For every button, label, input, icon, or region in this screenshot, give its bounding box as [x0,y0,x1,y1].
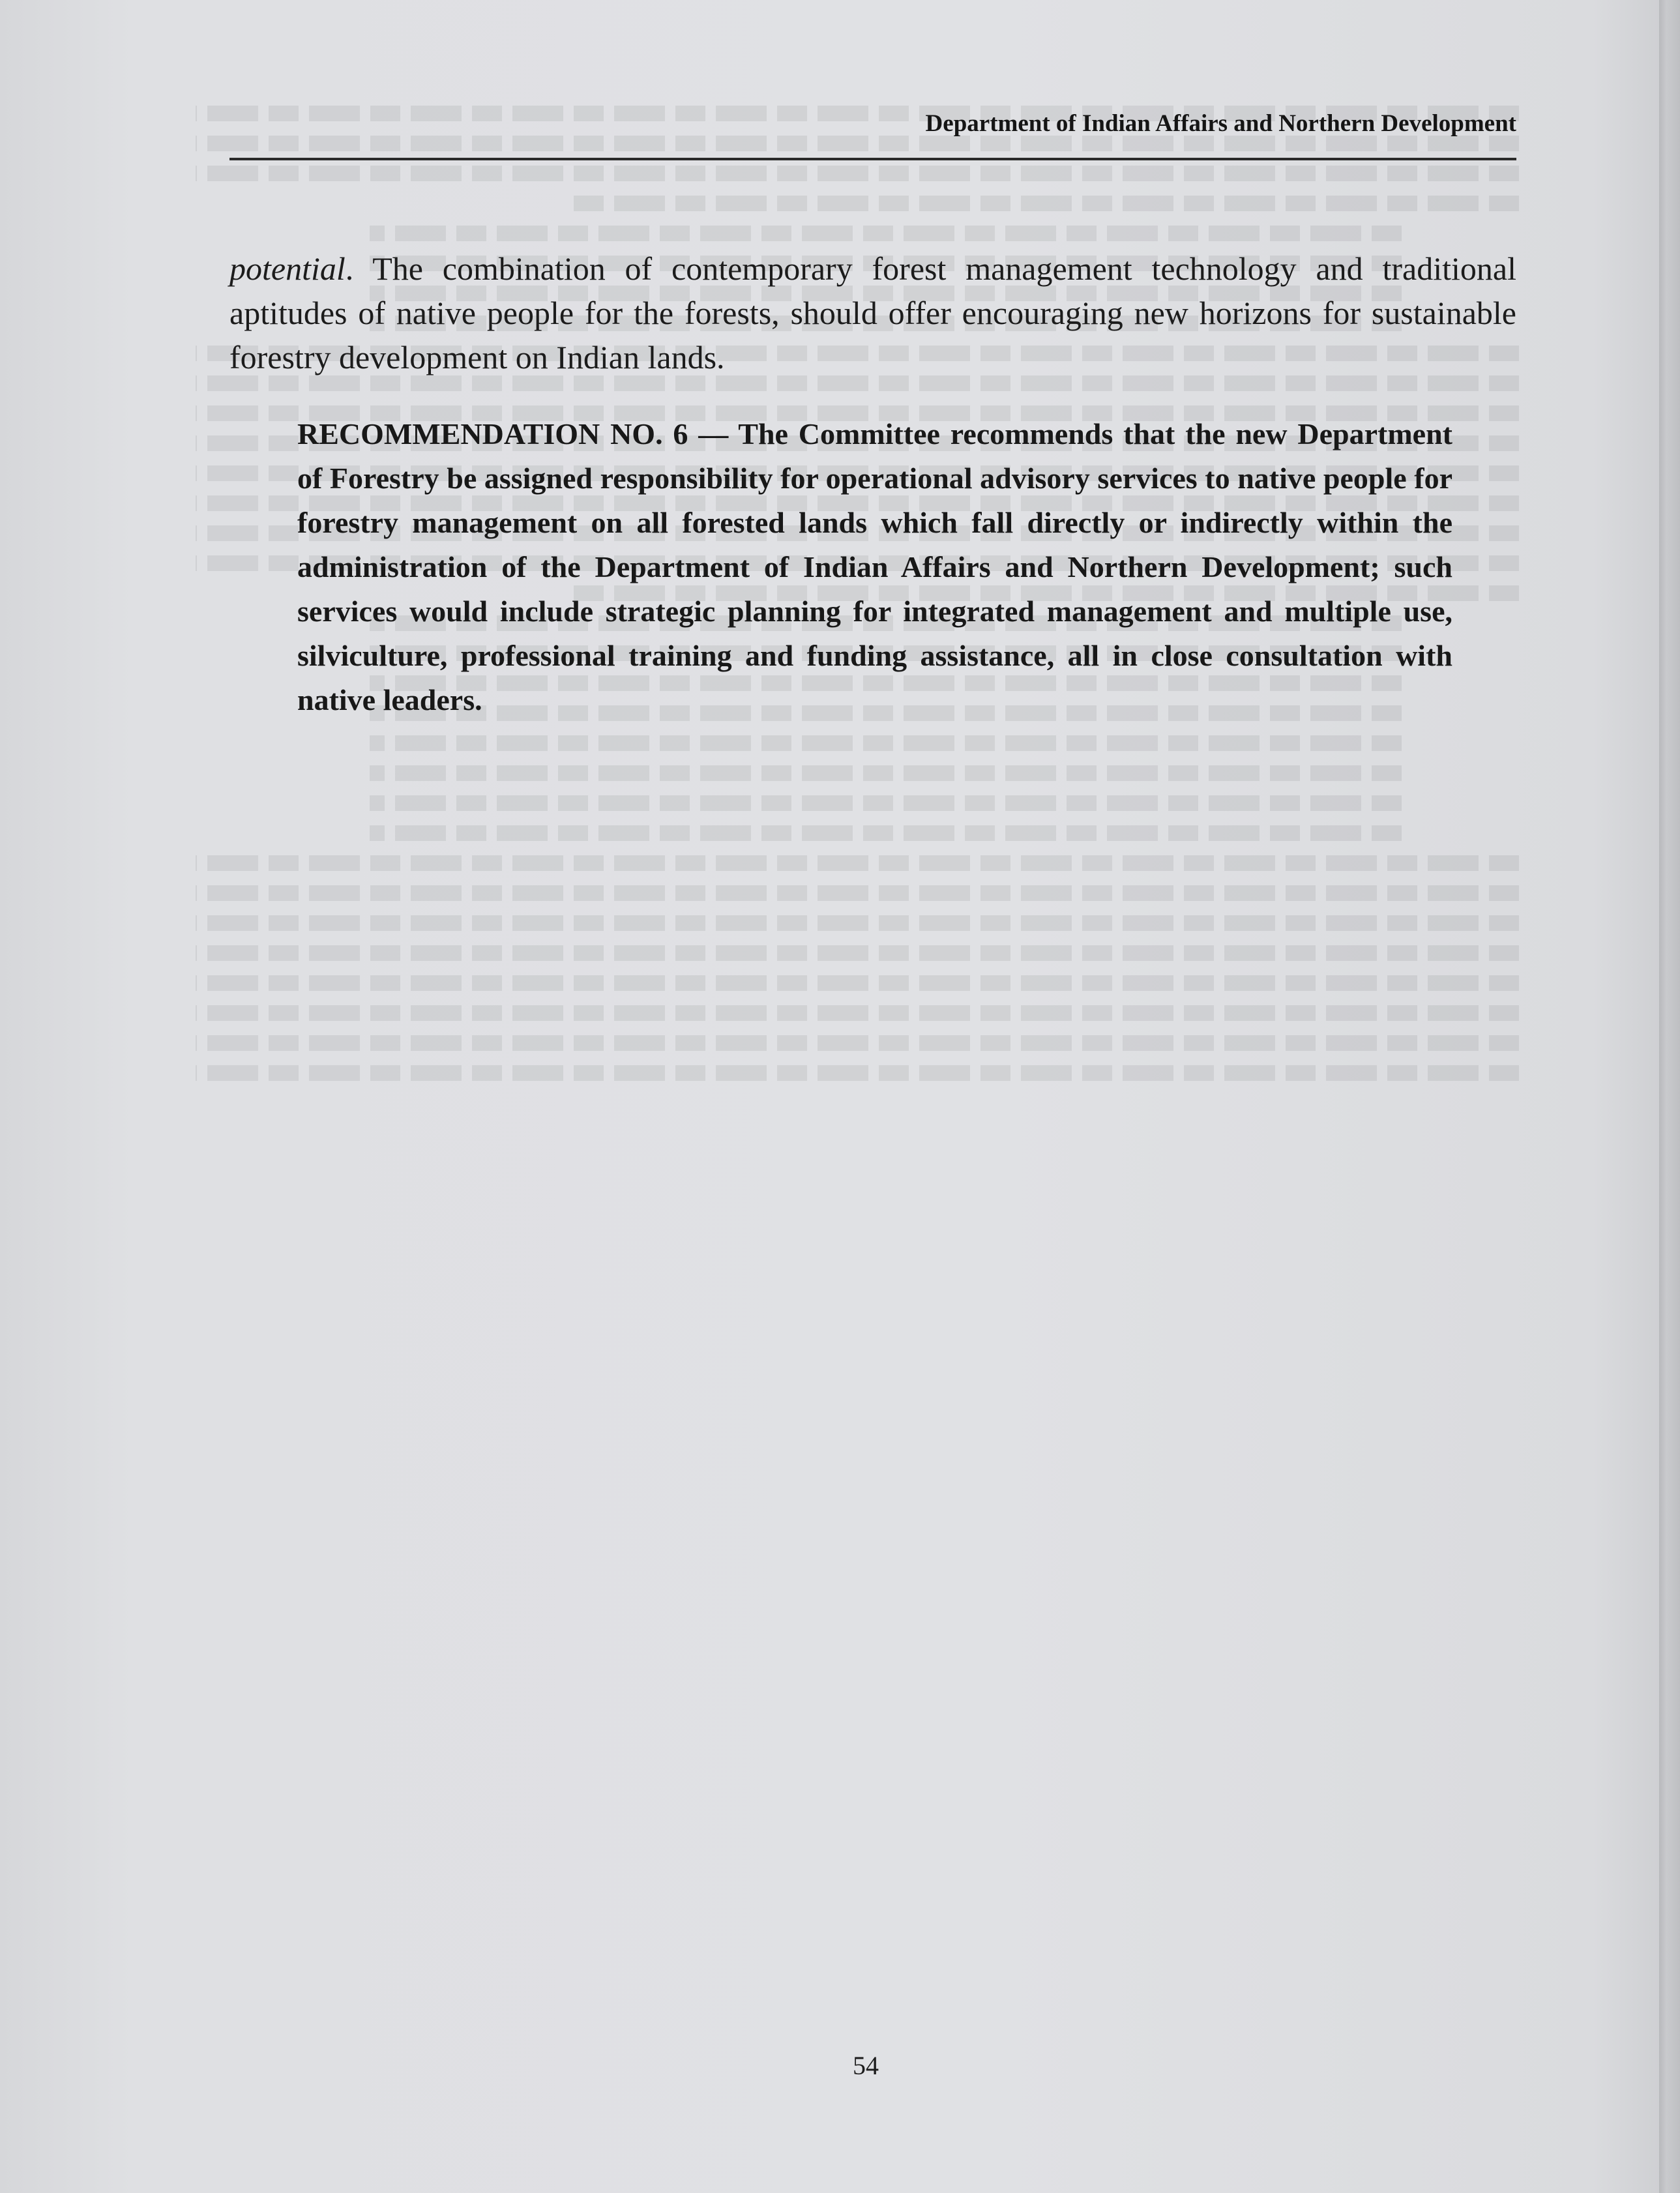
page-edge [1659,0,1680,2193]
page-number: 54 [853,2051,879,2080]
paragraph-text: . The combination of contemporary forest management technology and traditional aptitudes of native people for the forests, should offer encouraging new horizons for sustainable forestry development on Indian lands. [229,250,1516,375]
lead-italic-word: potential [229,250,346,287]
recommendation-block: RECOMMENDATION NO. 6 — The Committee recommends that the new Department of Forestry be assigned responsibility for operational advisory services to native people for forestry management on all forested lands which fall directly or indirectly within the administration of the Department of Indian Affairs and Northern Development; such services would include strategic planning for integrated management and multiple use, silviculture, professional training and funding assistance, all in close consultation with native leaders. [297,417,1452,716]
header-rule [229,158,1516,160]
body-paragraph [229,246,1516,379]
running-header: Department of Indian Affairs and Northern Development [925,110,1516,137]
